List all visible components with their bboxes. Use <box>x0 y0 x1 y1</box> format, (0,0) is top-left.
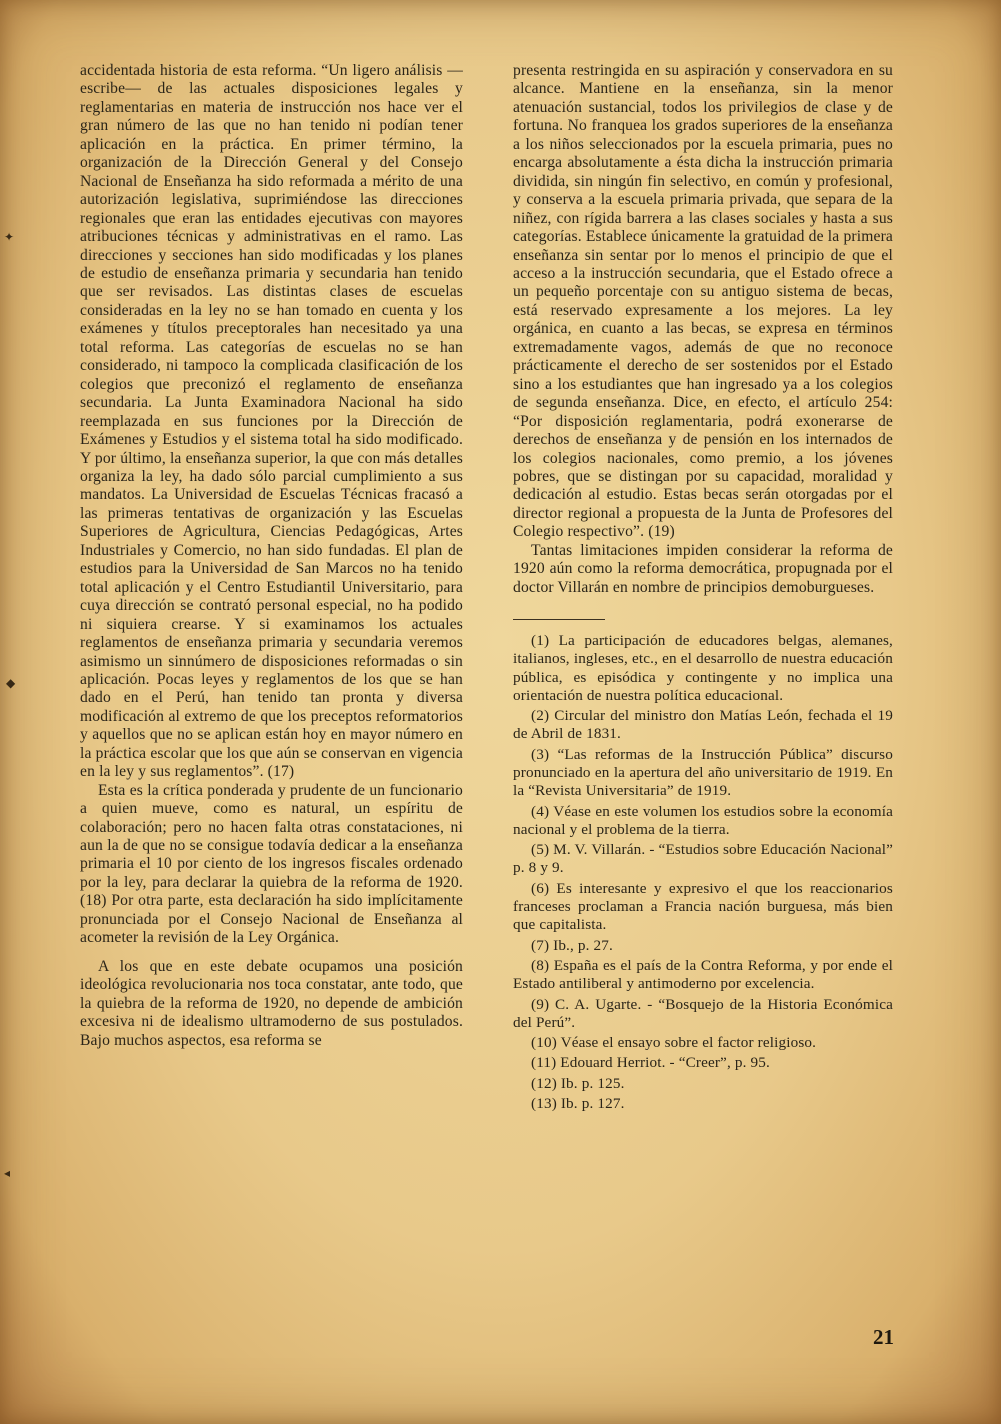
footnote-divider <box>513 619 605 620</box>
footnote: (8) España es el país de la Contra Reforma, y por ende el Estado antiliberal y antimoderno por excelencia. <box>513 956 893 993</box>
body-paragraph: Tantas limitaciones impiden considerar la reforma de 1920 aún como la reforma democrática, propugnada por el doctor Villarán en nombre de principios demoburgueses. <box>513 541 893 596</box>
body-paragraph: presenta restringida en su aspiración y conservadora en su alcance. Mantiene en la enseñanza, sin la menor atenuación sustancial, todos los privilegios de clase y de fortuna. No franquea los grados superiores de la enseñanza a los niños seleccionados por la escuela primaria, pues no encarga absolutamente a ésta dicha la instrucción primaria dividida, sin ningún fin selectivo, en común y profesional, y conserva a la escuela primaria privada, que separa de la niñez, con rígida barrera a las clases sociales y hasta a sus categorías. Establece únicamente la gratuidad de la primera enseñanza sin sentar por lo menos el principio de que el acceso a la instrucción secundaria, que el Estado ofrece a un pequeño porcentaje con su antiguo sistema de becas, está reservado expresamente a los mejores. La ley orgánica, en cuanto a las becas, se expresa en términos extremadamente vagos, además de que no reconoce prácticamente el derecho de ser sostenidos por el Estado sino a los estudiantes que han ingresado ya a los colegios de segunda enseñanza. Dice, en efecto, el artículo 254: “Por disposición reglamentaria, podrá exonerarse de derechos de enseñanza y de pensión en los internados de los colegios nacionales, como premio, a los jóvenes pobres, que se distingan por su capacidad, moralidad y dedicación al estudio. Estas becas serán otorgadas por el director regional a propuesta de la Junta de Profesores del Colegio respectivo”. (19) <box>513 62 893 541</box>
body-paragraph: A los que en este debate ocupamos una posición ideológica revolucionaria nos toca constatar, ante todo, que la quiebra de la reforma de 1920, no depende de ambición excesiva ni de idealismo ultramoderno de sus postulados. Bajo muchos aspectos, esa reforma se <box>80 957 463 1049</box>
footnote: (12) Ib. p. 125. <box>531 1074 625 1092</box>
footnote: (7) Ib., p. 27. <box>531 936 613 954</box>
footnote: (9) C. A. Ugarte. - “Bosquejo de la Historia Económica del Perú”. <box>513 995 893 1031</box>
footnote: (3) “Las reformas de la Instrucción Pública” discurso pronunciado en la apertura del año universitario de 1919. En la “Revista Universitaria” de 1919. <box>513 745 893 800</box>
footnote: (5) M. V. Villarán. - “Estudios sobre Educación Nacional” p. 8 y 9. <box>513 841 893 877</box>
binding-mark-icon: ✦ <box>4 230 15 244</box>
footnote: (10) Véase el ensayo sobre el factor religioso. <box>531 1034 817 1052</box>
footnote: (6) Es interesante y expresivo el que los reaccionarios franceses proclaman a Francia nación burguesa, más bien que capitalista. <box>513 879 893 934</box>
footnote: (2) Circular del ministro don Matías León, fechada el 19 de Abril de 1831. <box>513 707 893 743</box>
footnote: (11) Edouard Herriot. - “Creer”, p. 95. <box>531 1054 770 1072</box>
footnote: (1) La participación de educadores belgas, alemanes, italianos, ingleses, etc., en el desarrollo de nuestra educación pública, es episódica y contingente y no implica una orientación de nuestra política educacional. <box>513 632 893 704</box>
footnote: (4) Véase en este volumen los estudios sobre la economía nacional y el problema de la tierra. <box>513 802 893 838</box>
right-column <box>513 62 893 1116</box>
left-column <box>80 62 463 1050</box>
page-number: 21 <box>873 1325 894 1349</box>
body-paragraph: Esta es la crítica ponderada y prudente de un funcionario a quien mueve, como es natural, un espíritu de colaboración; pero no hacen falta otras constataciones, ni aun la de que no se consigue todavía dedicar a la enseñanza primaria el 10 por ciento de los ingresos fiscales ordenado por la ley, para declarar la quiebra de la reforma de 1920. (18) Por otra parte, esta declaración ha sido implícitamente pronunciada por el Consejo Nacional de Enseñanza al acometer la revisión de la Ley Orgánica. <box>80 781 463 947</box>
footnote: (13) Ib. p. 127. <box>531 1095 625 1113</box>
binding-mark-icon: ◂ <box>4 1166 11 1180</box>
footnotes <box>513 632 893 1113</box>
body-paragraph: accidentada historia de esta reforma. “Un ligero análisis —escribe— de las actuales disposiciones legales y reglamentarias en materia de instrucción nos hace ver el gran número de las que no han tenido ni podían tener aplicación en la práctica. En primer término, la organización de la Dirección General y del Consejo Nacional de Enseñanza ha sido reformada a mérito de una autorización legislativa, suprimiéndose las direcciones regionales que eran las entidades ejecutivas con mayores atribuciones técnicas y administrativas en el ramo. Las direcciones y secciones han sido modificadas y los planes de estudio de enseñanza primaria y secundaria han tenido que ser revisados. Las distintas clases de escuelas consideradas en la ley no se han tomado en cuenta y los exámenes y títulos preceptorales han necesitado ya una total reforma. Las categorías de escuelas no se han considerado, ni tampoco la complicada clasificación de los colegios que preconizó el reglamento de enseñanza secundaria. La Junta Examinadora Nacional ha sido reemplazada en sus funciones por la Dirección de Exámenes y Estudios y el sistema total ha sido modificado. Y por último, la enseñanza superior, la que con más detalles organiza la ley, ha dado sólo parcial cumplimiento a sus mandatos. La Universidad de Escuelas Técnicas fracasó a las primeras tentativas de organización y las Escuelas Superiores de Agricultura, Ciencias Pedagógicas, Artes Industriales y Comercio, no han sido fundadas. El plan de estudios para la Universidad de San Marcos no ha tenido total aplicación y el Centro Estudiantil Universitario, para cuya dirección se contrató personal especial, no ha podido ni siquiera crearse. Y si examinamos los actuales reglamentos de enseñanza primaria y secundaria veremos asimismo un sinnúmero de disposiciones reformadas o sin aplicación. Pocas leyes y reglamentos de los que se han dado en el Perú, han tenido tan pronta y diversa modificación al extremo de que los preceptos reformatorios y aquellos que no se aplican están hoy en mayor número en la práctica escolar que los que aún se conservan en vigencia en la ley y sus reglamentos”. (17) <box>80 62 463 781</box>
binding-mark-icon: ◆ <box>6 676 16 690</box>
